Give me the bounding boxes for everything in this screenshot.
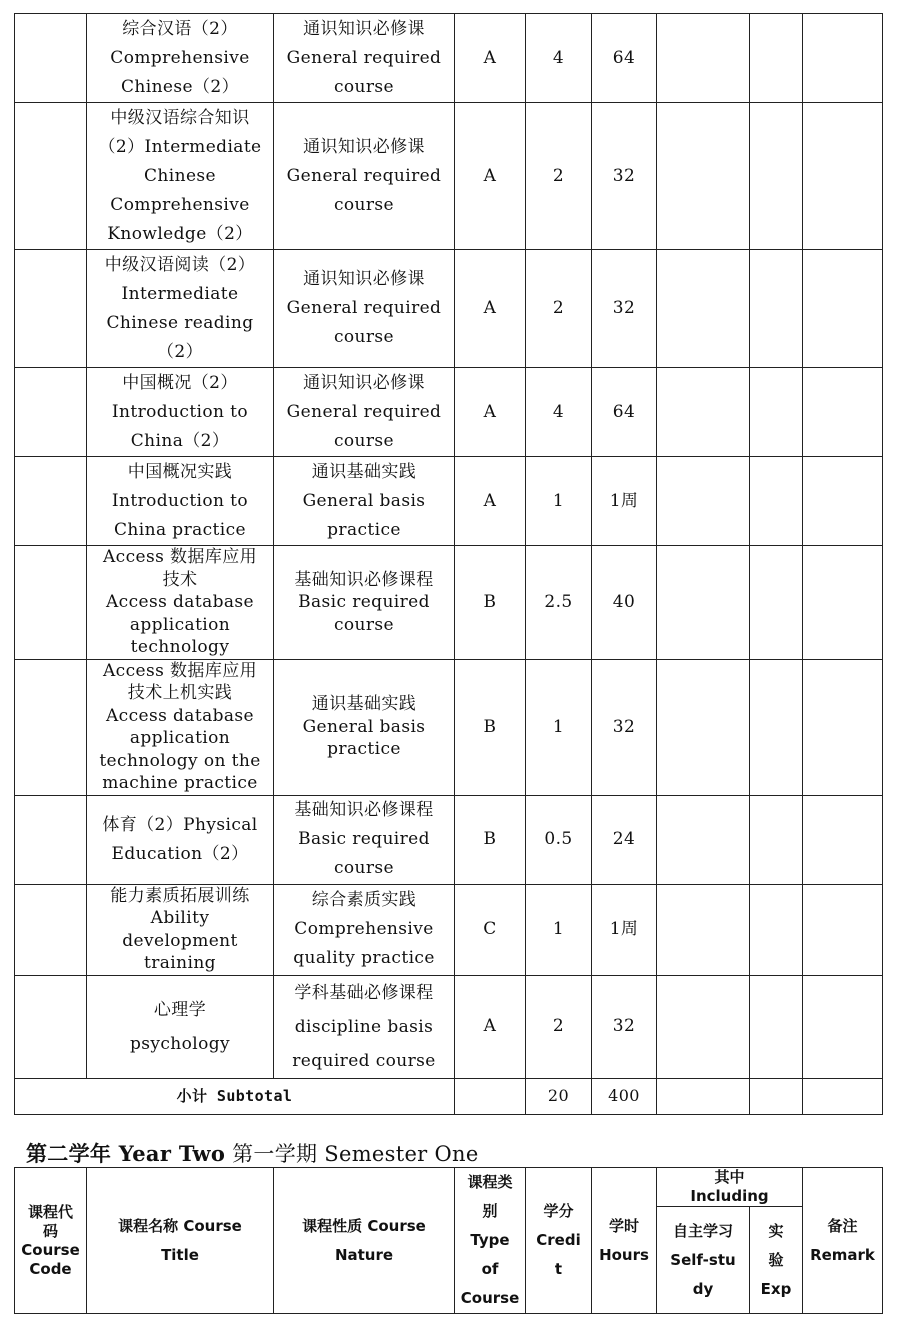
remark-cell: [803, 103, 883, 250]
exp-cell: [750, 546, 803, 660]
course-title-line: technology: [130, 637, 230, 657]
table-row: [15, 659, 883, 795]
hours-cell: 32: [592, 975, 657, 1078]
hours-cell: 1周: [592, 457, 657, 546]
header-line: Course: [21, 1240, 80, 1259]
course-title-line: 技术: [162, 569, 198, 590]
remark-cell: [803, 14, 883, 103]
credit-cell: 1: [526, 457, 592, 546]
subtotal-remark-cell: [803, 1078, 883, 1114]
course-title-line: Education（2）: [111, 843, 249, 864]
course-code-cell: [15, 795, 87, 884]
header-line: Exp: [760, 1279, 792, 1298]
subtotal-exp-cell: [750, 1078, 803, 1114]
course-title-line: psychology: [129, 1033, 231, 1054]
course-title-line: 能力素质拓展训练: [110, 885, 250, 906]
header-line: Including: [690, 1187, 769, 1206]
remark-cell: [803, 795, 883, 884]
course-nature-line: 通识知识必修课: [303, 18, 425, 39]
header-hours: [592, 1168, 657, 1314]
course-nature-line: quality practice: [293, 948, 435, 968]
course-title-line: machine practice: [102, 773, 258, 793]
course-nature-line: course: [333, 858, 395, 878]
header-line: 课程名称 Course: [118, 1216, 242, 1235]
course-nature-line: General basis: [302, 490, 426, 511]
course-title-line: Access 数据库应用: [102, 660, 258, 681]
course-nature-line: General required: [286, 165, 442, 186]
course-title-line: （2）Intermediate: [98, 136, 262, 157]
header-line: 自主学习: [672, 1221, 733, 1240]
header-including: [657, 1168, 803, 1207]
credit-cell: 2: [526, 250, 592, 368]
course-title-line: 中级汉语综合知识: [110, 107, 250, 128]
exp-cell: [750, 14, 803, 103]
exp-cell: [750, 250, 803, 368]
course-title-line: Chinese reading: [106, 312, 254, 333]
self-study-cell: [657, 884, 750, 975]
course-title-cell: [87, 884, 274, 975]
course-nature-line: course: [333, 430, 395, 451]
hours-cell: 1周: [592, 884, 657, 975]
subtotal-self-study-cell: [657, 1078, 750, 1114]
header-line: dy: [692, 1279, 714, 1298]
course-type-cell: B: [455, 659, 526, 795]
header-line: Type: [470, 1231, 510, 1249]
course-title-line: Comprehensive: [110, 194, 250, 215]
header-remark: [803, 1168, 883, 1314]
header-line: 学分: [543, 1202, 574, 1220]
course-type-cell: A: [455, 457, 526, 546]
course-title-line: China practice: [114, 519, 246, 540]
header-course-nature: [274, 1168, 455, 1314]
credit-cell: 2.5: [526, 546, 592, 660]
semester-header-table: [14, 1167, 883, 1314]
hours-cell: 64: [592, 368, 657, 457]
header-line: Remark: [810, 1245, 875, 1264]
header-self-study: [657, 1207, 750, 1314]
table-row: [15, 103, 883, 250]
table-row: [15, 368, 883, 457]
table-row: [15, 250, 883, 368]
course-nature-cell: [274, 546, 455, 660]
self-study-cell: [657, 975, 750, 1078]
header-line: 其中: [714, 1168, 745, 1187]
credit-cell: 2: [526, 975, 592, 1078]
course-type-cell: B: [455, 546, 526, 660]
course-nature-cell: [274, 884, 455, 975]
course-title-line: （2）: [156, 341, 204, 362]
course-title-cell: [87, 546, 274, 660]
course-title-line: 体育（2）Physical: [102, 814, 258, 835]
course-title-line: Chinese: [144, 165, 216, 186]
course-type-cell: B: [455, 795, 526, 884]
course-nature-line: practice: [327, 739, 401, 760]
header-course-code: [15, 1168, 87, 1314]
course-title-line: Introduction to: [111, 401, 249, 422]
course-title-line: Access database: [105, 705, 255, 726]
course-title-cell: [87, 103, 274, 250]
course-type-cell: A: [455, 14, 526, 103]
course-nature-cell: [274, 975, 455, 1078]
hours-cell: 32: [592, 250, 657, 368]
course-title-cell: [87, 457, 274, 546]
course-title-line: application: [129, 728, 231, 748]
course-type-cell: A: [455, 103, 526, 250]
remark-cell: [803, 250, 883, 368]
course-nature-line: practice: [327, 519, 401, 540]
course-nature-line: course: [333, 327, 395, 347]
course-nature-line: General required: [286, 401, 442, 422]
header-line: 课程代: [27, 1202, 73, 1221]
header-line: 课程性质 Course: [302, 1216, 426, 1235]
course-title-line: 中国概况（2）: [122, 372, 238, 393]
course-nature-line: 通识知识必修课: [303, 372, 425, 393]
course-title-line: 技术上机实践: [127, 683, 233, 703]
course-table: [14, 13, 883, 1115]
course-title-cell: [87, 659, 274, 795]
section-heading: [26, 1138, 479, 1168]
header-line: 验: [768, 1250, 784, 1269]
table-row: [15, 546, 883, 660]
hours-cell: 64: [592, 14, 657, 103]
self-study-cell: [657, 103, 750, 250]
course-title-cell: [87, 14, 274, 103]
course-nature-line: required course: [292, 1050, 436, 1071]
course-nature-cell: [274, 368, 455, 457]
credit-cell: 1: [526, 884, 592, 975]
course-type-cell: C: [455, 884, 526, 975]
course-nature-cell: [274, 14, 455, 103]
course-title-line: China（2）: [130, 430, 230, 451]
course-nature-line: General required: [286, 47, 442, 68]
course-title-line: training: [144, 953, 216, 973]
course-nature-line: Comprehensive: [294, 919, 434, 939]
header-line: Nature: [334, 1245, 394, 1264]
course-title-line: 综合汉语（2）: [122, 18, 238, 39]
hours-cell: 32: [592, 659, 657, 795]
credit-cell: 0.5: [526, 795, 592, 884]
course-code-cell: [15, 457, 87, 546]
credit-cell: 2: [526, 103, 592, 250]
header-line: of: [481, 1260, 499, 1278]
course-nature-line: 通识知识必修课: [303, 269, 425, 289]
header-line: Hours: [599, 1245, 649, 1264]
course-code-cell: [15, 368, 87, 457]
exp-cell: [750, 884, 803, 975]
course-nature-line: 通识基础实践: [311, 461, 417, 482]
course-type-cell: A: [455, 368, 526, 457]
course-nature-line: Basic required: [298, 592, 430, 612]
course-nature-cell: [274, 659, 455, 795]
course-nature-line: 基础知识必修课程: [294, 569, 434, 590]
course-title-line: application: [129, 614, 231, 635]
course-title-line: Intermediate: [121, 283, 239, 304]
hours-cell: 40: [592, 546, 657, 660]
header-line: Self-stu: [670, 1250, 736, 1269]
course-nature-line: 学科基础必修课程: [294, 982, 434, 1003]
course-title-cell: [87, 975, 274, 1078]
header-course-title: [87, 1168, 274, 1314]
course-title-cell: [87, 368, 274, 457]
table-row: [15, 884, 883, 975]
course-title-line: 中国概况实践: [127, 461, 233, 482]
self-study-cell: [657, 659, 750, 795]
subtotal-row: [15, 1078, 883, 1114]
exp-cell: [750, 368, 803, 457]
remark-cell: [803, 457, 883, 546]
header-line: Credi: [536, 1231, 581, 1249]
semester-heading: 第一学期 Semester One: [232, 1142, 479, 1166]
course-title-line: development: [122, 930, 238, 951]
header-line: 学时: [608, 1216, 639, 1235]
course-nature-line: course: [333, 194, 395, 215]
header-line: Title: [161, 1245, 199, 1264]
course-nature-line: 综合素质实践: [311, 890, 417, 910]
course-nature-cell: [274, 250, 455, 368]
course-type-cell: A: [455, 250, 526, 368]
self-study-cell: [657, 546, 750, 660]
hours-cell: 24: [592, 795, 657, 884]
self-study-cell: [657, 250, 750, 368]
table-row: [15, 975, 883, 1078]
course-title-line: Ability: [150, 908, 210, 928]
header-line: Code: [29, 1259, 72, 1278]
credit-cell: 4: [526, 368, 592, 457]
course-code-cell: [15, 884, 87, 975]
remark-cell: [803, 975, 883, 1078]
header-course-type: [455, 1168, 526, 1314]
subtotal-type-cell: [455, 1078, 526, 1114]
course-nature-line: 基础知识必修课程: [294, 800, 434, 820]
table-row: [15, 14, 883, 103]
course-title-line: Knowledge（2）: [107, 223, 253, 244]
course-title-line: 心理学: [153, 999, 207, 1020]
self-study-cell: [657, 14, 750, 103]
course-type-cell: A: [455, 975, 526, 1078]
remark-cell: [803, 368, 883, 457]
course-title-line: Comprehensive: [110, 47, 250, 68]
course-code-cell: [15, 14, 87, 103]
course-title-cell: [87, 250, 274, 368]
subtotal-label: 小计 Subtotal: [15, 1078, 455, 1114]
header-line: t: [554, 1260, 563, 1278]
remark-cell: [803, 546, 883, 660]
course-title-cell: [87, 795, 274, 884]
course-code-cell: [15, 659, 87, 795]
course-title-line: Chinese（2）: [120, 76, 239, 97]
course-title-line: 中级汉语阅读（2）: [104, 254, 256, 275]
course-code-cell: [15, 975, 87, 1078]
subtotal-credit: 20: [526, 1078, 592, 1114]
course-nature-line: Basic required: [298, 829, 430, 849]
course-nature-line: 通识知识必修课: [303, 136, 425, 157]
course-title-line: technology on the: [99, 750, 261, 771]
self-study-cell: [657, 457, 750, 546]
exp-cell: [750, 975, 803, 1078]
course-nature-line: discipline basis: [294, 1016, 434, 1037]
header-line: 备注: [827, 1216, 858, 1235]
exp-cell: [750, 457, 803, 546]
subtotal-hours: 400: [592, 1078, 657, 1114]
remark-cell: [803, 659, 883, 795]
header-line: 课程类: [467, 1173, 513, 1191]
header-line: Course: [460, 1289, 520, 1307]
credit-cell: 4: [526, 14, 592, 103]
course-title-line: Introduction to: [111, 490, 249, 511]
course-code-cell: [15, 250, 87, 368]
course-nature-cell: [274, 457, 455, 546]
exp-cell: [750, 659, 803, 795]
course-code-cell: [15, 103, 87, 250]
course-nature-line: General basis: [302, 716, 426, 737]
header-line: 码: [42, 1221, 58, 1240]
header-credit: [526, 1168, 592, 1314]
course-code-cell: [15, 546, 87, 660]
remark-cell: [803, 884, 883, 975]
credit-cell: 1: [526, 659, 592, 795]
table-row: [15, 795, 883, 884]
header-line: 实: [768, 1221, 784, 1240]
course-title-line: Access database: [105, 592, 255, 612]
year-heading: 第二学年 Year Two: [26, 1141, 226, 1166]
course-nature-line: 通识基础实践: [311, 694, 417, 715]
exp-cell: [750, 103, 803, 250]
exp-cell: [750, 795, 803, 884]
self-study-cell: [657, 795, 750, 884]
course-nature-cell: [274, 103, 455, 250]
course-nature-cell: [274, 795, 455, 884]
hours-cell: 32: [592, 103, 657, 250]
course-nature-line: course: [333, 614, 395, 635]
course-nature-line: General required: [286, 298, 442, 318]
header-line: 别: [482, 1202, 498, 1220]
header-exp: [750, 1207, 803, 1314]
course-nature-line: course: [333, 76, 395, 97]
table-row: [15, 457, 883, 546]
self-study-cell: [657, 368, 750, 457]
course-title-line: Access 数据库应用: [102, 547, 258, 567]
